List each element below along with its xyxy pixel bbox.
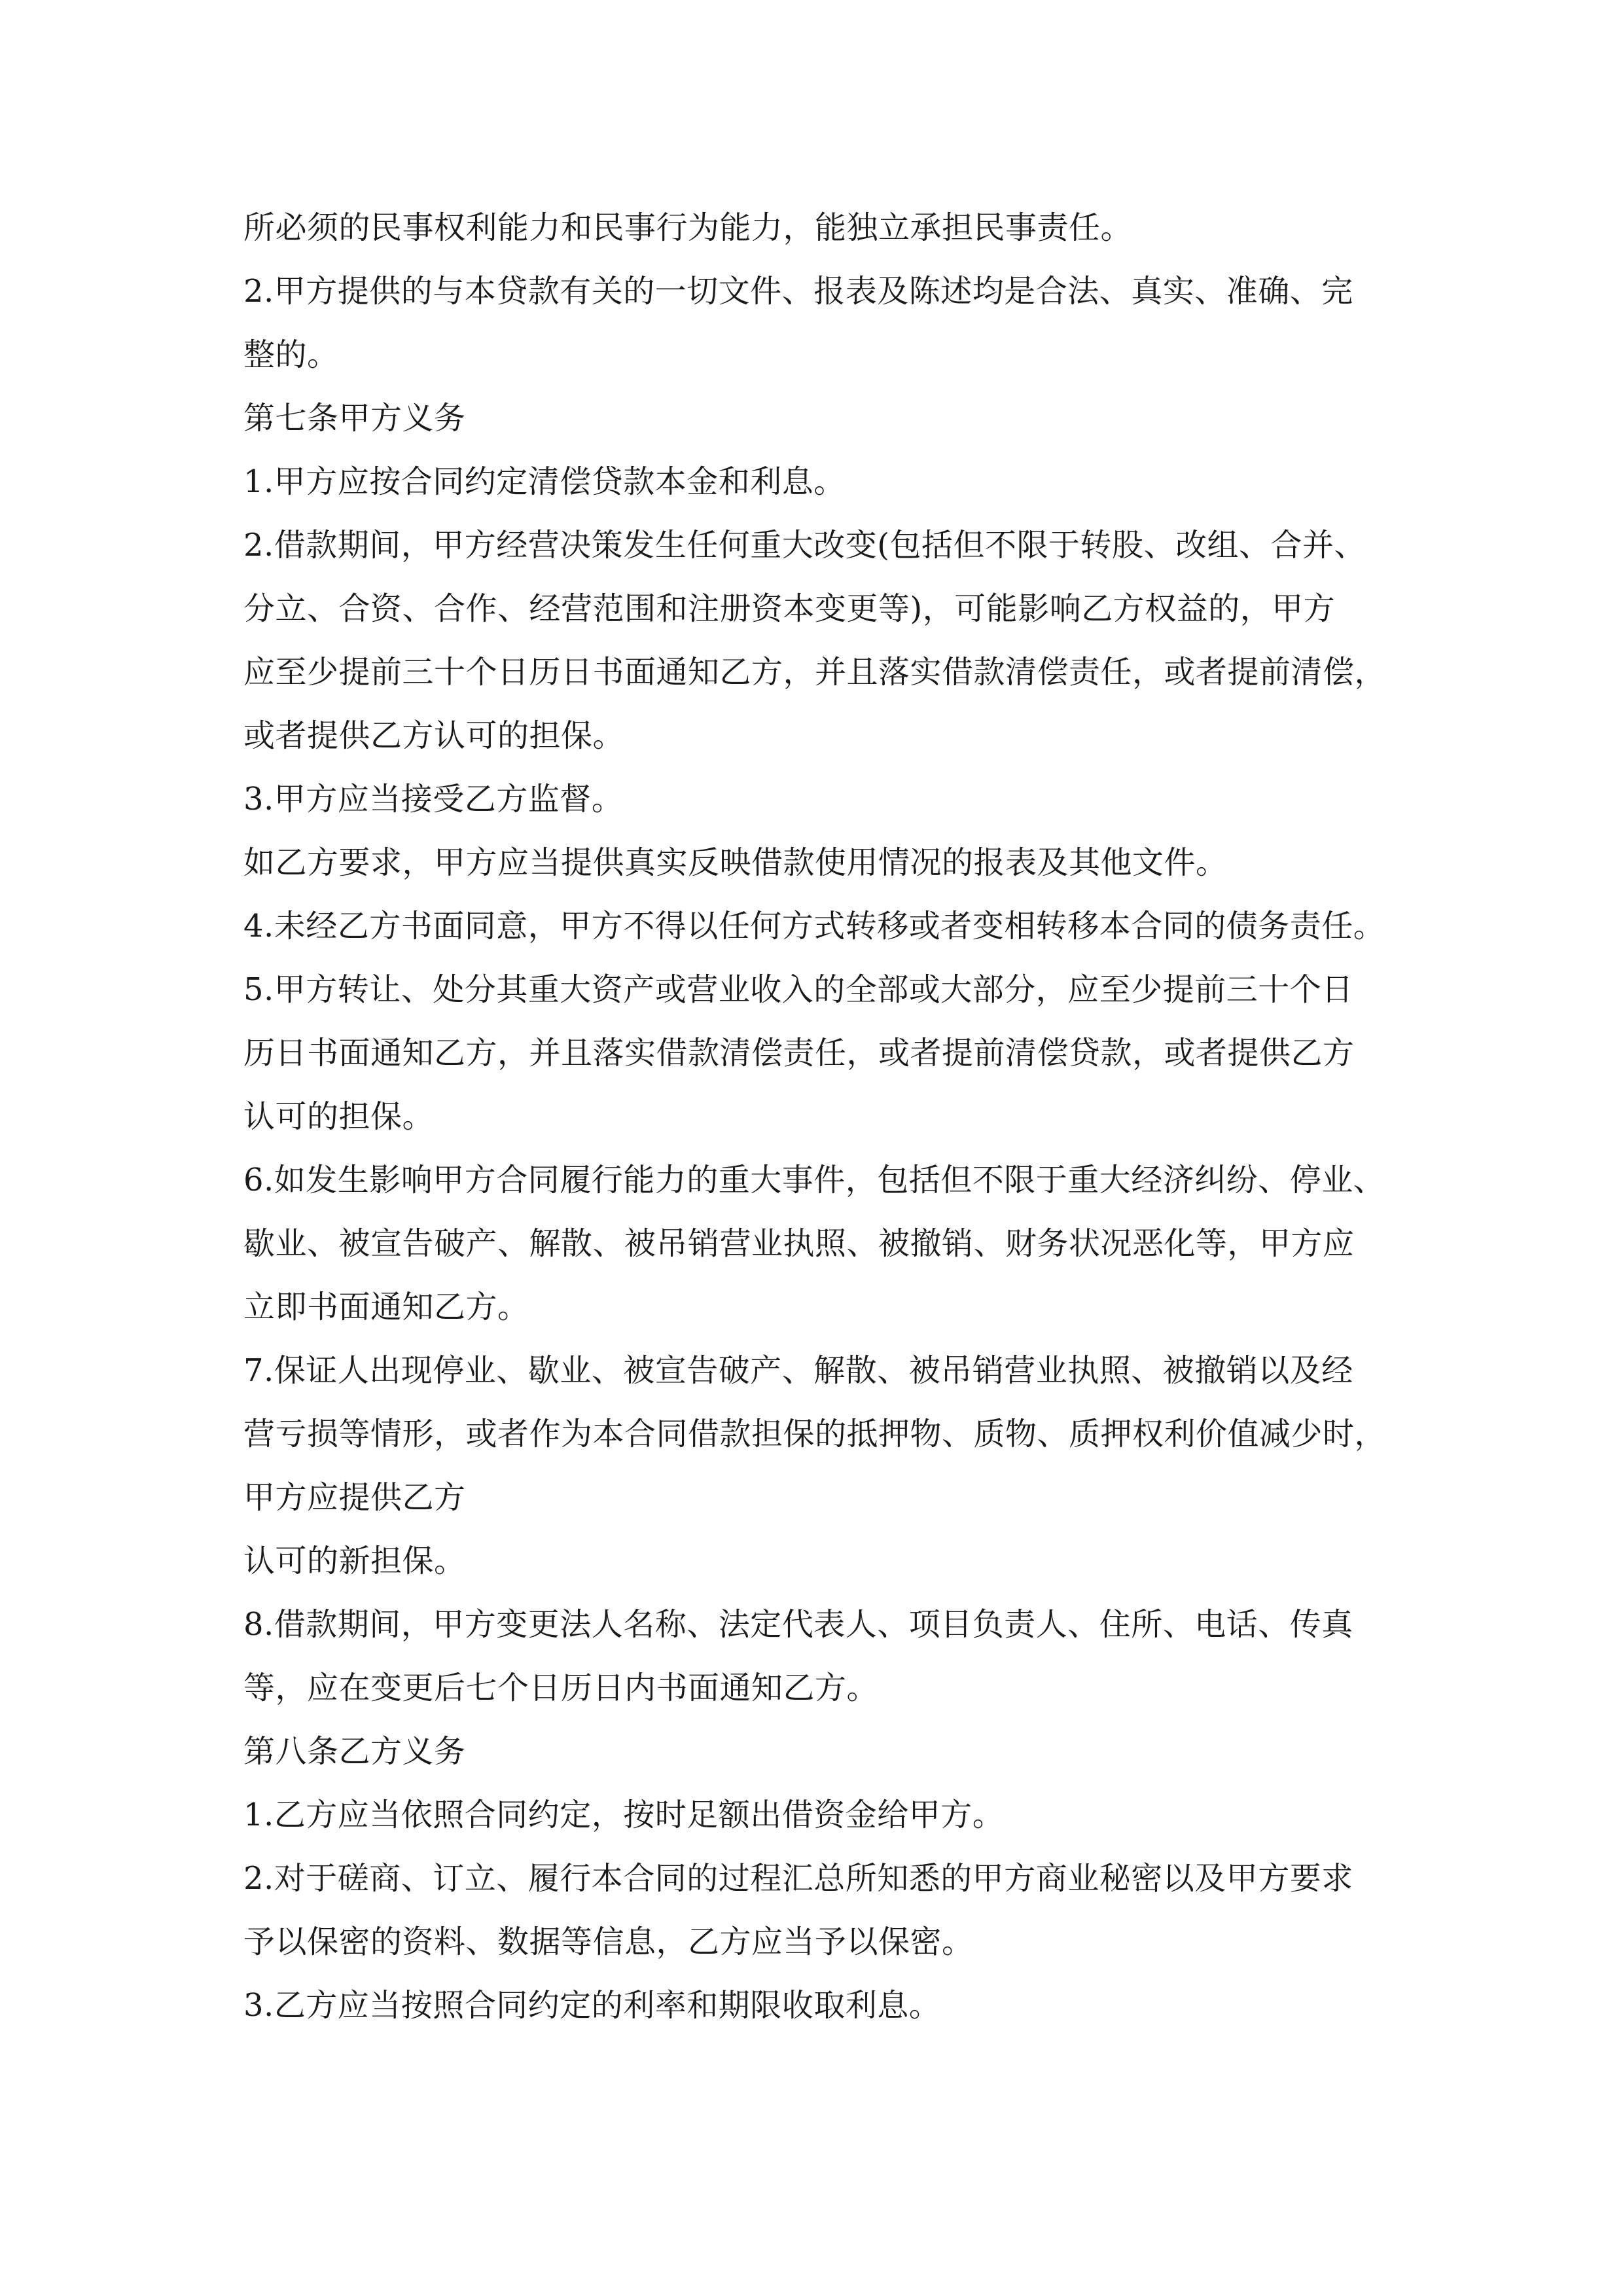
section-heading-article-8: 第八条乙方义务 [243,1733,466,1770]
text-line: 予以保密的资料、数据等信息，乙方应当予以保密。 [243,1924,974,1960]
text-line: 2.对于磋商、订立、履行本合同的过程汇总所知悉的甲方商业秘密以及甲方要求 [243,1860,1353,1897]
text-line: 2.甲方提供的与本贷款有关的一切文件、报表及陈述均是合法、真实、准确、完 [243,273,1353,310]
text-line: 1.乙方应当依照合同约定，按时足额出借资金给甲方。 [243,1797,1005,1833]
text-line: 歇业、被宣告破产、解散、被吊销营业执照、被撤销、财务状况恶化等，甲方应 [243,1225,1355,1262]
text-line: 8.借款期间，甲方变更法人名称、法定代表人、项目负责人、住所、电话、传真 [243,1606,1353,1643]
text-line: 整的。 [243,336,339,373]
text-line: 3.乙方应当按照合同约定的利率和期限收取利息。 [243,1987,941,2024]
text-line: 认可的新担保。 [243,1543,466,1579]
text-line: 分立、合资、合作、经营范围和注册资本变更等)，可能影响乙方权益的，甲方 [243,590,1336,627]
text-line: 认可的担保。 [243,1098,435,1135]
text-line: 甲方应提供乙方 [243,1479,466,1516]
text-line: 4.未经乙方书面同意，甲方不得以任何方式转移或者变相转移本合同的债务责任。 [243,908,1385,944]
text-line: 7.保证人出现停业、歇业、被宣告破产、解散、被吊销营业执照、被撤销以及经 [243,1352,1353,1389]
text-line: 1.甲方应按合同约定清偿贷款本金和利息。 [243,463,846,500]
text-line: 如乙方要求，甲方应当提供真实反映借款使用情况的报表及其他文件。 [243,844,1228,881]
section-heading-article-7: 第七条甲方义务 [243,400,466,437]
document-body [243,196,1387,2037]
text-line: 历日书面通知乙方，并且落实借款清偿责任，或者提前清偿贷款，或者提供乙方 [243,1035,1355,1071]
text-line: 2.借款期间，甲方经营决策发生任何重大改变(包括但不限于转股、改组、合并、 [243,527,1366,564]
text-line: 6.如发生影响甲方合同履行能力的重大事件，包括但不限于重大经济纠纷、停业、 [243,1162,1385,1198]
text-line: 3.甲方应当接受乙方监督。 [243,781,624,817]
text-line: 应至少提前三十个日历日书面通知乙方，并且落实借款清偿责任，或者提前清偿， [243,654,1387,691]
text-line: 营亏损等情形，或者作为本合同借款担保的抵押物、质物、质押权利价值减少时， [243,1416,1387,1452]
text-line: 等，应在变更后七个日历日内书面通知乙方。 [243,1670,879,1706]
text-line: 5.甲方转让、处分其重大资产或营业收入的全部或大部分，应至少提前三十个日 [243,971,1353,1008]
text-line: 立即书面通知乙方。 [243,1289,529,1325]
text-line: 所必须的民事权利能力和民事行为能力，能独立承担民事责任。 [243,209,1133,246]
text-line: 或者提供乙方认可的担保。 [243,717,625,754]
